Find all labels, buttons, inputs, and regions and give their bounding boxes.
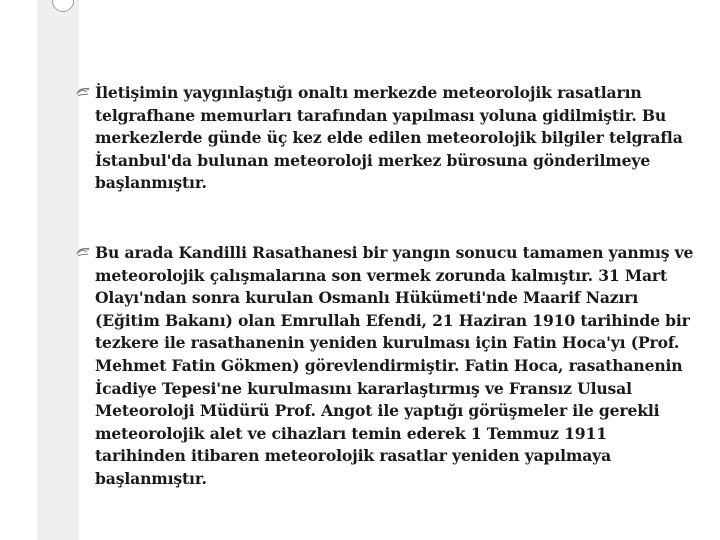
ornamental-flourish-icon — [76, 85, 90, 99]
left-decorative-bar — [37, 0, 79, 540]
ornamental-flourish-icon — [76, 245, 90, 259]
slide-content — [76, 82, 700, 538]
paragraph-text: Bu arada Kandilli Rasathanesi bir yangın sonucu tamamen yanmış ve meteorolojik çalışmalarına son vermek zorunda kalmıştır. 31 Mart Olayı'ndan sonra kurulan Osmanlı Hükümeti'nde Maarif Nazırı (Eğitim Bakanı) olan Emrullah Efendi, 21 Haziran 1910 tarihinde bir tezkere ile rasathanenin yeniden kurulması için Fatin Hoca'yı (Prof. Mehmet Fatin Gökmen) görevlendirmiştir. Fatin Hoca, rasathanenin İcadiye Tepesi'ne kurulmasını kararlaştırmış ve Fransız Ulusal Meteoroloji Müdürü Prof. Angot ile yaptığı görüşmeler ile gerekli meteorolojik alet ve cihazları temin ederek 1 Temmuz 1911 tarihinden itibaren meteorolojik rasatlar yeniden yapılmaya başlanmıştır. — [95, 242, 694, 488]
paragraph-text: İletişimin yaygınlaştığı onaltı merkezde meteorolojik rasatların telgrafhane memurları tarafından yapılması yoluna gidilmiştir. Bu merkezlerde günde üç kez elde edilen meteorolojik bilgiler telgrafla İstanbul'da bulunan meteoroloji merkez bürosuna gönderilmeye başlanmıştır. — [95, 83, 683, 193]
bullet-item-1 — [76, 82, 700, 195]
bullet-item-2 — [76, 242, 700, 491]
